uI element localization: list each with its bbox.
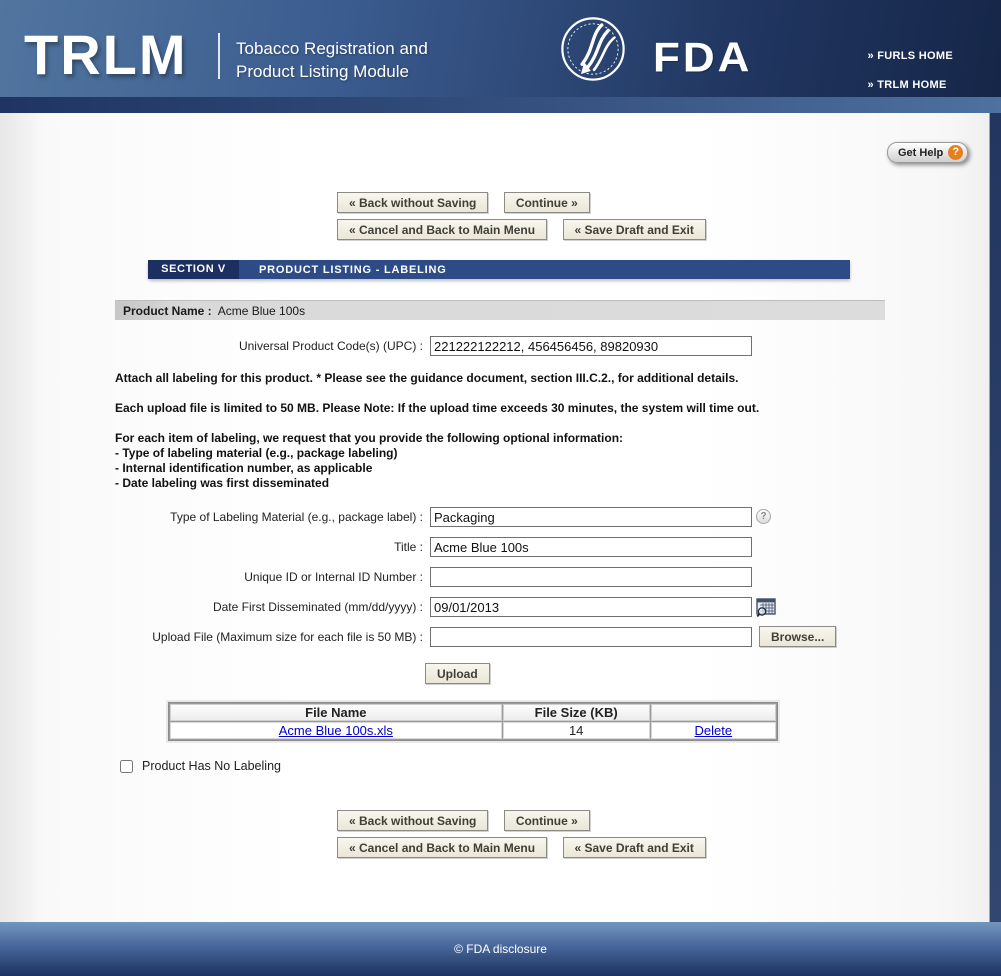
instruction-p3-item-1: - Type of labeling material (e.g., package labeling): [115, 446, 398, 460]
app-subtitle-line1: Tobacco Registration and: [236, 39, 428, 58]
hhs-seal-icon: [558, 13, 628, 85]
browse-button[interactable]: Browse...: [759, 626, 836, 647]
no-labeling-label: Product Has No Labeling: [142, 759, 281, 773]
unique-id-input[interactable]: [430, 567, 752, 587]
get-help-label: Get Help: [898, 146, 944, 159]
header-strip: [0, 97, 1001, 113]
product-name-bar: [115, 300, 885, 320]
upload-file-input[interactable]: [430, 627, 752, 647]
calendar-picker-icon[interactable]: [755, 597, 777, 617]
continue-button-bottom[interactable]: Continue »: [504, 810, 590, 831]
trlm-home-link[interactable]: » TRLM HOME: [867, 79, 947, 91]
file-size-value: 14: [503, 722, 650, 739]
cancel-back-main-menu-button-bottom[interactable]: « Cancel and Back to Main Menu: [337, 837, 547, 858]
header-divider: [218, 33, 220, 79]
upload-file-row: [0, 627, 1001, 649]
file-name-link[interactable]: Acme Blue 100s.xls: [278, 723, 393, 738]
app-subtitle-line2: Product Listing Module: [236, 62, 409, 81]
instruction-paragraph-3: [115, 431, 835, 491]
back-without-saving-button-top[interactable]: « Back without Saving: [337, 192, 488, 213]
title-input[interactable]: [430, 537, 752, 557]
continue-button-top[interactable]: Continue »: [504, 192, 590, 213]
footer-disclosure-text: © FDA disclosure: [454, 942, 547, 956]
fda-logo: FDA: [653, 34, 753, 81]
instruction-p3-intro: For each item of labeling, we request that you provide the following optional information:: [115, 431, 624, 445]
title-row: [0, 537, 1001, 559]
table-row: [170, 722, 776, 739]
bottom-button-row-1: [337, 810, 601, 831]
date-first-disseminated-row: [0, 597, 1001, 619]
field-help-icon[interactable]: ?: [756, 509, 771, 524]
bottom-button-row-2: [337, 837, 717, 858]
section-tab: SECTION V: [148, 260, 239, 279]
labeling-material-label: Type of Labeling Material (e.g., package label) :: [170, 510, 423, 524]
unique-id-row: [0, 567, 1001, 589]
uploaded-files-table: [168, 702, 778, 741]
file-delete-link[interactable]: Delete: [694, 723, 733, 738]
file-name-header: File Name: [170, 704, 502, 721]
save-draft-exit-button-top[interactable]: « Save Draft and Exit: [563, 219, 706, 240]
header-banner: [0, 0, 1001, 97]
file-size-header: File Size (KB): [503, 704, 650, 721]
app-logo: TRLM: [24, 23, 188, 86]
date-first-disseminated-input[interactable]: [430, 597, 752, 617]
get-help-button[interactable]: [887, 142, 968, 163]
section-title: PRODUCT LISTING - LABELING: [259, 263, 447, 276]
instruction-paragraph-1: Attach all labeling for this product. * Please see the guidance document, section III.C.2., for additional details.: [115, 371, 739, 385]
footer-bar: [0, 922, 1001, 976]
table-header-row: [170, 704, 776, 721]
top-button-row-1: [337, 192, 601, 213]
product-name-value: Acme Blue 100s: [217, 304, 306, 318]
upc-input[interactable]: [430, 336, 752, 356]
labeling-material-row: [0, 507, 1001, 529]
product-name-label: Product Name :: [123, 304, 212, 318]
date-first-disseminated-label: Date First Disseminated (mm/dd/yyyy) :: [212, 600, 423, 614]
no-labeling-checkbox[interactable]: [120, 760, 133, 773]
instruction-p3-item-3: - Date labeling was first disseminated: [115, 476, 330, 490]
title-label: Title :: [394, 540, 423, 554]
upload-button[interactable]: Upload: [425, 663, 490, 684]
app-subtitle: [236, 37, 428, 83]
furls-home-link[interactable]: » FURLS HOME: [867, 50, 953, 62]
no-labeling-row: [120, 759, 281, 773]
section-header-bar: [148, 260, 850, 279]
upc-row: [0, 336, 1001, 358]
top-button-row-2: [337, 219, 717, 240]
labeling-material-input[interactable]: [430, 507, 752, 527]
back-without-saving-button-bottom[interactable]: « Back without Saving: [337, 810, 488, 831]
unique-id-label: Unique ID or Internal ID Number :: [244, 570, 423, 584]
instruction-paragraph-2: Each upload file is limited to 50 MB. Please Note: If the upload time exceeds 30 minutes, the system will time out.: [115, 401, 760, 415]
file-action-header: [651, 704, 776, 721]
instruction-p3-item-2: - Internal identification number, as applicable: [115, 461, 373, 475]
help-question-icon: ?: [948, 145, 963, 160]
cancel-back-main-menu-button-top[interactable]: « Cancel and Back to Main Menu: [337, 219, 547, 240]
upload-file-label: Upload File (Maximum size for each file is 50 MB) :: [152, 630, 423, 644]
upc-label: Universal Product Code(s) (UPC) :: [238, 339, 423, 353]
save-draft-exit-button-bottom[interactable]: « Save Draft and Exit: [563, 837, 706, 858]
